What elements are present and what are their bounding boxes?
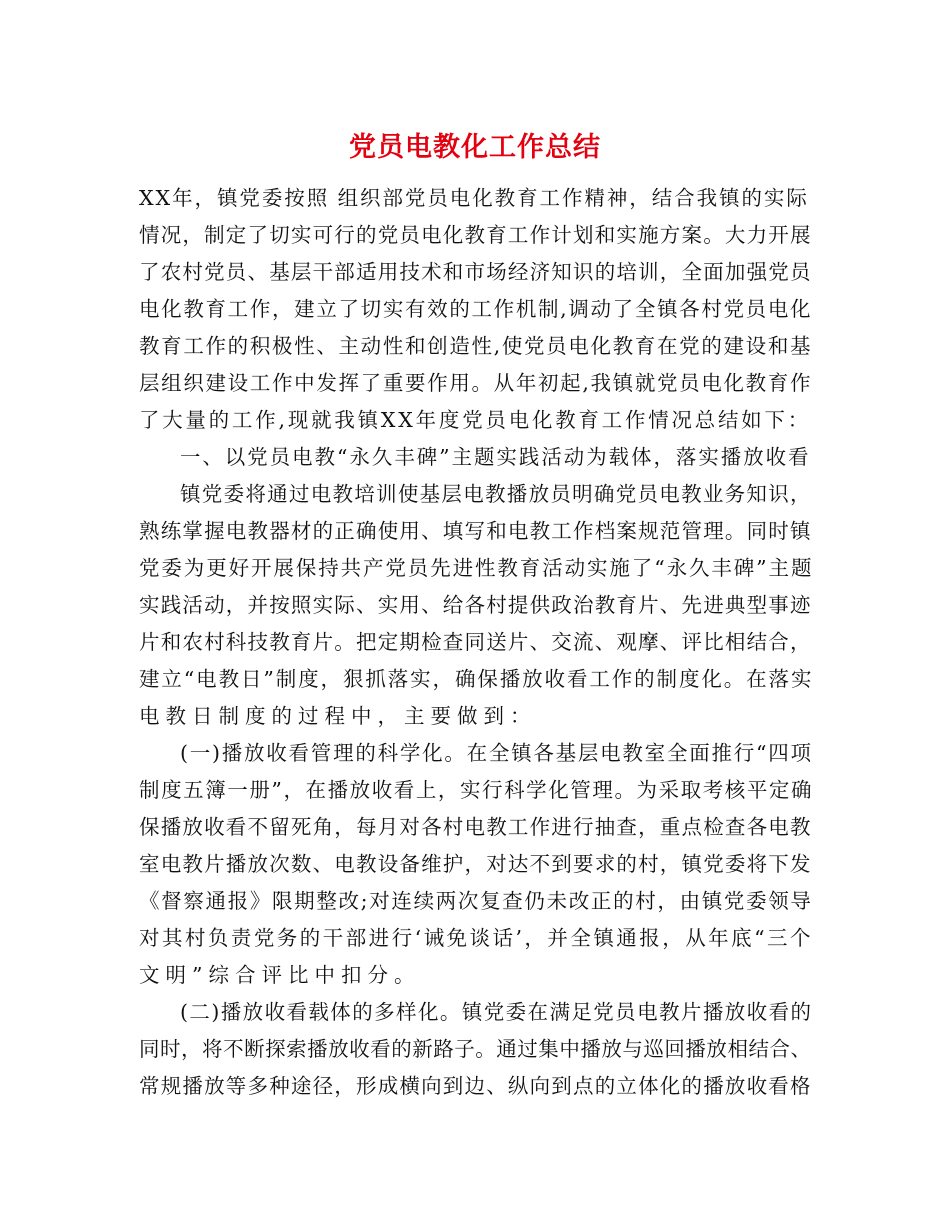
body-text-line: 《督察通报》限期整改;对连续两次复查仍未改正的村，由镇党委领导 xyxy=(139,889,813,913)
body-text-line: 电教日制度的过程中，主要做到： xyxy=(139,704,537,728)
body-text-line: 同时，将不断探索播放收看的新路子。通过集中播放与巡回播放相结合、 xyxy=(139,1037,812,1061)
body-text-line: (二)播放收看载体的多样化。镇党委在满足党员电教片播放收看的 xyxy=(180,1000,813,1024)
body-text-line: 文明”综合评比中扣分。 xyxy=(139,963,421,987)
section-heading-line: 一、以党员电教“永久丰碑”主题实践活动为载体，落实播放收看 xyxy=(180,445,811,469)
body-text-line: 电化教育工作，建立了切实有效的工作机制,调动了全镇各村党员电化 xyxy=(139,297,813,321)
body-text-line: 室电教片播放次数、电教设备维护，对达不到要求的村，镇党委将下发 xyxy=(139,852,812,876)
document-title: 党员电教化工作总结 xyxy=(349,132,601,163)
body-text-line: 实践活动，并按照实际、实用、给各村提供政治教育片、先进典型事迹 xyxy=(139,593,812,617)
body-text-line: 教育工作的积极性、主动性和创造性,使党员电化教育在党的建设和基 xyxy=(139,334,813,358)
body-text-line: 情况，制定了切实可行的党员电化教育工作计划和实施方案。大力开展 xyxy=(139,223,812,247)
body-text-line: 了农村党员、基层干部适用技术和市场经济知识的培训，全面加强党员 xyxy=(139,260,812,284)
body-text-line: 层组织建设工作中发挥了重要作用。从年初起,我镇就党员电化教育作 xyxy=(139,371,813,395)
body-text-line: 熟练掌握电教器材的正确使用、填写和电教工作档案规范管理。同时镇 xyxy=(139,519,812,543)
body-text-line: 常规播放等多种途径，形成横向到边、纵向到点的立体化的播放收看格 xyxy=(139,1074,812,1098)
body-text-line: 镇党委将通过电教培训使基层电教播放员明确党员电教业务知识， xyxy=(180,482,812,506)
body-text-line: 党委为更好开展保持共产党员先进性教育活动实施了“永久丰碑”主题 xyxy=(139,556,814,580)
body-text-line: XX年，镇党委按照 组织部党员电化教育工作精神，结合我镇的实际 xyxy=(139,186,809,210)
body-text-line: 片和农村科技教育片。把定期检查同送片、交流、观摩、评比相结合， xyxy=(139,630,812,654)
body-text-line: 保播放收看不留死角，每月对各村电教工作进行抽查，重点检查各电教 xyxy=(139,815,812,839)
body-text-line: (一)播放收看管理的科学化。在全镇各基层电教室全面推行“四项 xyxy=(180,741,813,765)
body-text-line: 制度五簿一册”，在播放收看上，实行科学化管理。为采取考核平定确 xyxy=(139,778,814,802)
body-text-line: 了大量的工作,现就我镇XX年度党员电化教育工作情况总结如下： xyxy=(139,408,812,432)
body-text-line: 对其村负责党务的干部进行‘诫免谈话’，并全镇通报，从年底“三个 xyxy=(139,926,813,950)
body-text-line: 建立“电教日”制度，狠抓落实，确保播放收看工作的制度化。在落实 xyxy=(139,667,814,691)
